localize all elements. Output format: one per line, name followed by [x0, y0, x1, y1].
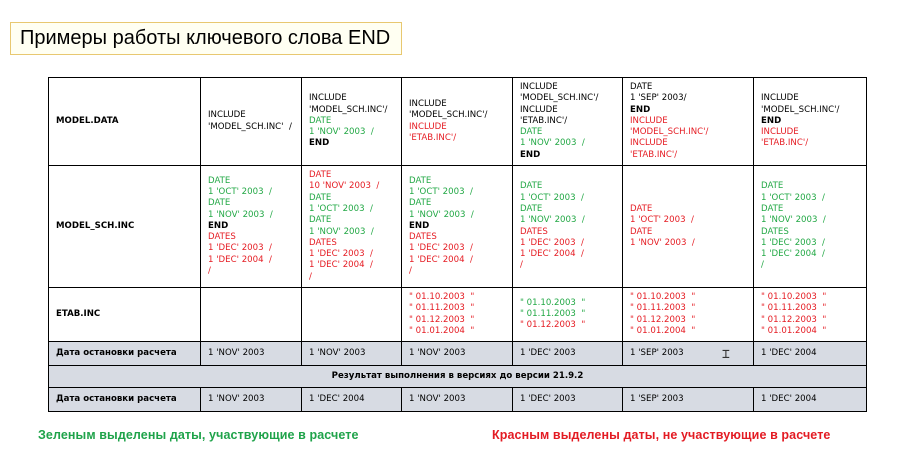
- code-line: INCLUDE: [761, 93, 799, 104]
- row-stop-date: [49, 342, 867, 366]
- code-line: DATE: [520, 127, 543, 138]
- model-data-cell: [623, 78, 754, 166]
- code-line: 'MODEL_SCH.INC' /: [208, 121, 292, 132]
- code-line: " 01.12.2003 ": [520, 320, 586, 331]
- model-data-cell: [201, 78, 302, 166]
- code-line: 1 'OCT' 2003 /: [309, 203, 373, 214]
- code-line: " 01.12.2003 ": [409, 314, 475, 325]
- code-line: 1 'NOV' 2003 /: [761, 215, 826, 226]
- code-line: " 01.10.2003 ": [409, 291, 475, 302]
- code-line: DATES: [409, 232, 437, 243]
- code-line: END: [409, 220, 430, 231]
- code-line: 1 'NOV' 2003 /: [520, 138, 585, 149]
- stop-date-old-value: 1 'NOV' 2003: [201, 388, 302, 412]
- code-line: 1 'NOV' 2003 /: [309, 226, 374, 237]
- code-line: 1 'DEC' 2004 /: [761, 249, 825, 260]
- code-line: DATE: [309, 170, 332, 181]
- stop-date-value: 1 'NOV' 2003: [402, 342, 513, 366]
- code-line: END: [208, 220, 229, 231]
- code-line: INCLUDE: [520, 104, 558, 115]
- code-line: 1 'OCT' 2003 /: [520, 192, 584, 203]
- stop-date-old-value: 1 'DEC' 2004: [302, 388, 402, 412]
- stop-date-old-value: 1 'SEP' 2003: [623, 388, 754, 412]
- code-line: 1 'OCT' 2003 /: [761, 192, 825, 203]
- stop-date-old-value: 1 'NOV' 2003: [402, 388, 513, 412]
- code-line: 'MODEL_SCH.INC'/: [409, 110, 488, 121]
- result-caption: Результат выполнения в версиях до версии 21.9.2: [49, 366, 867, 388]
- code-line: 1 'OCT' 2003 /: [208, 186, 272, 197]
- row-stop-date-old: [49, 388, 867, 412]
- stop-date-old-value: 1 'DEC' 2003: [513, 388, 623, 412]
- model-data-cell: [513, 78, 623, 166]
- stop-date-value: 1 'NOV' 2003: [302, 342, 402, 366]
- code-line: INCLUDE: [520, 81, 558, 92]
- code-line: DATE: [520, 181, 543, 192]
- code-line: DATE: [520, 203, 543, 214]
- model-sch-cell: [623, 166, 754, 288]
- code-line: 'ETAB.INC'/: [630, 149, 678, 160]
- code-line: END: [520, 149, 541, 160]
- code-line: /: [520, 260, 523, 271]
- model-sch-cell: [302, 166, 402, 288]
- code-line: 'MODEL_SCH.INC'/: [309, 104, 388, 115]
- code-line: 1 'DEC' 2003 /: [761, 237, 825, 248]
- code-line: DATE: [630, 226, 653, 237]
- code-line: /: [309, 271, 312, 282]
- code-line: DATE: [309, 192, 332, 203]
- code-line: DATES: [761, 226, 789, 237]
- code-line: 1 'DEC' 2004 /: [409, 254, 473, 265]
- end-keyword-examples-table: [48, 77, 867, 412]
- code-line: 1 'SEP' 2003/: [630, 93, 687, 104]
- row-model-data: [49, 78, 867, 166]
- row-etab: [49, 288, 867, 342]
- etab-cell: [402, 288, 513, 342]
- code-line: DATES: [520, 226, 548, 237]
- code-line: " 01.11.2003 ": [761, 303, 827, 314]
- code-line: " 01.11.2003 ": [630, 303, 696, 314]
- code-line: 'ETAB.INC'/: [761, 138, 809, 149]
- code-line: INCLUDE: [208, 110, 246, 121]
- code-line: DATE: [630, 81, 653, 92]
- row-label-model-sch: MODEL_SCH.INC: [49, 166, 201, 288]
- code-line: " 01.12.2003 ": [630, 314, 696, 325]
- model-data-cell: [754, 78, 867, 166]
- code-line: END: [309, 138, 330, 149]
- model-sch-cell: [513, 166, 623, 288]
- code-line: DATE: [761, 203, 784, 214]
- code-line: 1 'DEC' 2003 /: [409, 243, 473, 254]
- row-label-stop-date: Дата остановки расчета: [49, 342, 201, 366]
- code-line: 1 'NOV' 2003 /: [309, 127, 374, 138]
- row-label-model-data: MODEL.DATA: [49, 78, 201, 166]
- slide-title: Примеры работы ключевого слова END: [10, 22, 402, 55]
- stop-date-old-value: 1 'DEC' 2004: [754, 388, 867, 412]
- code-line: 1 'DEC' 2004 /: [309, 260, 373, 271]
- code-line: INCLUDE: [630, 115, 668, 126]
- code-line: " 01.11.2003 ": [520, 308, 586, 319]
- code-line: INCLUDE: [409, 121, 447, 132]
- code-line: 'MODEL_SCH.INC'/: [630, 127, 709, 138]
- code-line: DATE: [409, 175, 432, 186]
- code-line: 1 'OCT' 2003 /: [630, 215, 694, 226]
- row-result-caption: [49, 366, 867, 388]
- code-line: " 01.01.2004 ": [409, 325, 475, 336]
- code-line: " 01.10.2003 ": [761, 291, 827, 302]
- stop-date-value: 1 'DEC' 2003: [513, 342, 623, 366]
- code-line: 1 'NOV' 2003 /: [409, 209, 474, 220]
- model-sch-cell: [201, 166, 302, 288]
- code-line: 1 'DEC' 2004 /: [208, 254, 272, 265]
- etab-cell: [623, 288, 754, 342]
- code-line: 'MODEL_SCH.INC'/: [520, 93, 599, 104]
- code-line: 1 'DEC' 2003 /: [309, 249, 373, 260]
- stop-date-value: 1 'NOV' 2003: [201, 342, 302, 366]
- code-line: 'ETAB.INC'/: [409, 132, 457, 143]
- code-line: DATE: [309, 115, 332, 126]
- code-line: DATE: [409, 198, 432, 209]
- legend-green-note: Зеленым выделены даты, участвующие в расчете: [38, 428, 359, 442]
- etab-cell: [302, 288, 402, 342]
- etab-cell: [754, 288, 867, 342]
- model-data-cell: [402, 78, 513, 166]
- code-line: DATE: [630, 203, 653, 214]
- code-line: 'MODEL_SCH.INC'/: [761, 104, 840, 115]
- etab-cell: [513, 288, 623, 342]
- code-line: 1 'NOV' 2003 /: [208, 209, 273, 220]
- code-line: " 01.10.2003 ": [520, 297, 586, 308]
- code-line: 1 'DEC' 2003 /: [208, 243, 272, 254]
- code-line: /: [409, 266, 412, 277]
- code-line: 1 'DEC' 2004 /: [520, 249, 584, 260]
- code-line: 1 'DEC' 2003 /: [520, 237, 584, 248]
- code-line: DATES: [208, 232, 236, 243]
- code-line: DATE: [761, 181, 784, 192]
- code-line: DATE: [309, 215, 332, 226]
- code-line: " 01.11.2003 ": [409, 303, 475, 314]
- code-line: DATE: [208, 198, 231, 209]
- stop-date-value: 1 'DEC' 2004: [754, 342, 867, 366]
- text-cursor-icon: ⌶: [722, 347, 730, 362]
- etab-cell: [201, 288, 302, 342]
- code-line: 1 'OCT' 2003 /: [409, 186, 473, 197]
- code-line: /: [208, 266, 211, 277]
- code-line: INCLUDE: [309, 93, 347, 104]
- model-sch-cell: [754, 166, 867, 288]
- code-line: 10 'NOV' 2003 /: [309, 181, 380, 192]
- row-model-sch: [49, 166, 867, 288]
- code-line: " 01.01.2004 ": [761, 325, 827, 336]
- code-line: 1 'NOV' 2003 /: [630, 237, 695, 248]
- code-line: INCLUDE: [409, 98, 447, 109]
- legend-red-note: Красным выделены даты, не участвующие в расчете: [492, 428, 831, 442]
- code-line: DATES: [309, 237, 337, 248]
- model-sch-cell: [402, 166, 513, 288]
- code-line: " 01.10.2003 ": [630, 291, 696, 302]
- code-line: END: [761, 115, 782, 126]
- code-line: " 01.01.2004 ": [630, 325, 696, 336]
- code-line: /: [761, 260, 764, 271]
- code-line: INCLUDE: [630, 138, 668, 149]
- code-line: DATE: [208, 175, 231, 186]
- code-line: 1 'NOV' 2003 /: [520, 215, 585, 226]
- row-label-etab: ETAB.INC: [49, 288, 201, 342]
- stop-date-value: 1 'SEP' 2003: [623, 342, 754, 366]
- code-line: INCLUDE: [761, 127, 799, 138]
- code-line: 'ETAB.INC'/: [520, 115, 568, 126]
- row-label-stop-date-old: Дата остановки расчета: [49, 388, 201, 412]
- model-data-cell: [302, 78, 402, 166]
- code-line: " 01.12.2003 ": [761, 314, 827, 325]
- code-line: END: [630, 104, 651, 115]
